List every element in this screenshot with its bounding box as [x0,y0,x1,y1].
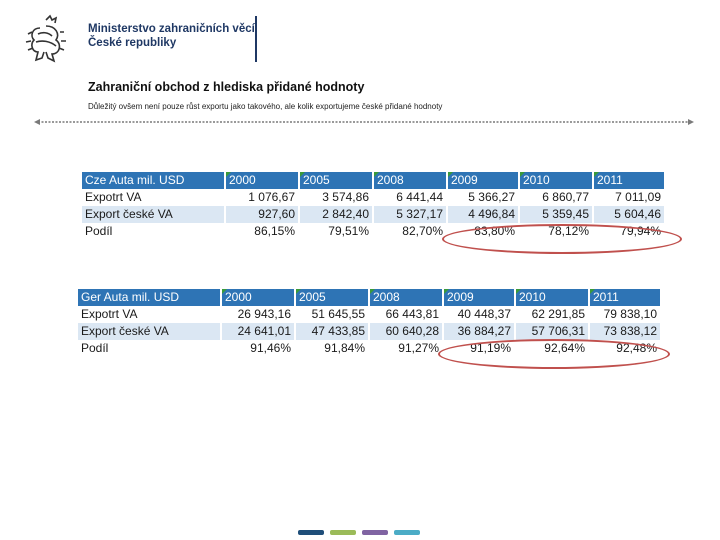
table-cell: 24 641,01 [222,323,296,340]
table-cell: 927,60 [226,206,300,223]
table-cell: 79,94% [594,223,664,240]
table-cell: 62 291,85 [516,306,590,323]
table-cell: 47 433,85 [296,323,370,340]
table-cell: 40 448,37 [444,306,516,323]
ministry-name-line2: České republiky [88,37,177,49]
table-cell: 79 838,10 [590,306,660,323]
row-label: Expotrt VA [78,306,222,323]
table-header-row [78,289,660,306]
table-header-cell: 2010 [520,172,594,189]
footer-bar [330,530,356,535]
table-row [82,223,664,240]
table-cell: 2 842,40 [300,206,374,223]
table-header-cell: 2011 [594,172,664,189]
footer-color-bars [298,522,426,528]
table-cell: 6 860,77 [520,189,594,206]
table-cell: 92,48% [590,340,660,357]
table-cell: 4 496,84 [448,206,520,223]
table-cell: 83,80% [448,223,520,240]
table-cell: 86,15% [226,223,300,240]
cze-cars-table [82,172,664,240]
table-row [82,189,664,206]
page-subtitle: Důležitý ovšem není pouze růst exportu jako takového, ale kolik exportujeme české přidané hodnoty [88,102,443,111]
table-header-cell: Ger Auta mil. USD [78,289,222,306]
dotted-separator [34,119,694,125]
footer-bar [298,530,324,535]
table-header-cell: 2009 [448,172,520,189]
row-label: Podíl [78,340,222,357]
table-cell: 1 076,67 [226,189,300,206]
table-header-cell: Cze Auta mil. USD [82,172,226,189]
table-cell: 5 604,46 [594,206,664,223]
table-header-cell: 2008 [374,172,448,189]
row-label: Expotrt VA [82,189,226,206]
table-row [78,323,660,340]
footer-bar [394,530,420,535]
table-header-cell: 2011 [590,289,660,306]
table-cell: 91,19% [444,340,516,357]
table-cell: 66 443,81 [370,306,444,323]
logo-divider [255,16,257,62]
table-row [78,340,660,357]
table-cell: 91,27% [370,340,444,357]
table-cell: 78,12% [520,223,594,240]
row-label: Export české VA [82,206,226,223]
footer-bar [362,530,388,535]
table-header-row [82,172,664,189]
table-cell: 3 574,86 [300,189,374,206]
ministry-name-line1: Ministerstvo zahraničních věcí [88,23,255,35]
table-cell: 57 706,31 [516,323,590,340]
table-header-cell: 2000 [222,289,296,306]
table-cell: 6 441,44 [374,189,448,206]
ger-cars-table [78,289,660,357]
table-cell: 91,46% [222,340,296,357]
table-header-cell: 2005 [300,172,374,189]
row-label: Podíl [82,223,226,240]
table-cell: 73 838,12 [590,323,660,340]
table-cell: 26 943,16 [222,306,296,323]
table-cell: 36 884,27 [444,323,516,340]
table-cell: 60 640,28 [370,323,444,340]
table-cell: 7 011,09 [594,189,664,206]
row-label: Export české VA [78,323,222,340]
page-title: Zahraniční obchod z hlediska přidané hodnoty [88,80,365,94]
table-header-cell: 2005 [296,289,370,306]
table-row [82,206,664,223]
table-cell: 79,51% [300,223,374,240]
table-cell: 5 366,27 [448,189,520,206]
table-header-cell: 2000 [226,172,300,189]
table-cell: 5 327,17 [374,206,448,223]
table-header-cell: 2008 [370,289,444,306]
table-cell: 5 359,45 [520,206,594,223]
table-header-cell: 2010 [516,289,590,306]
table-row [78,306,660,323]
ministry-name [88,22,255,50]
table-cell: 82,70% [374,223,448,240]
table-cell: 92,64% [516,340,590,357]
table-cell: 91,84% [296,340,370,357]
czech-lion-emblem-icon [22,14,70,64]
table-cell: 51 645,55 [296,306,370,323]
table-header-cell: 2009 [444,289,516,306]
